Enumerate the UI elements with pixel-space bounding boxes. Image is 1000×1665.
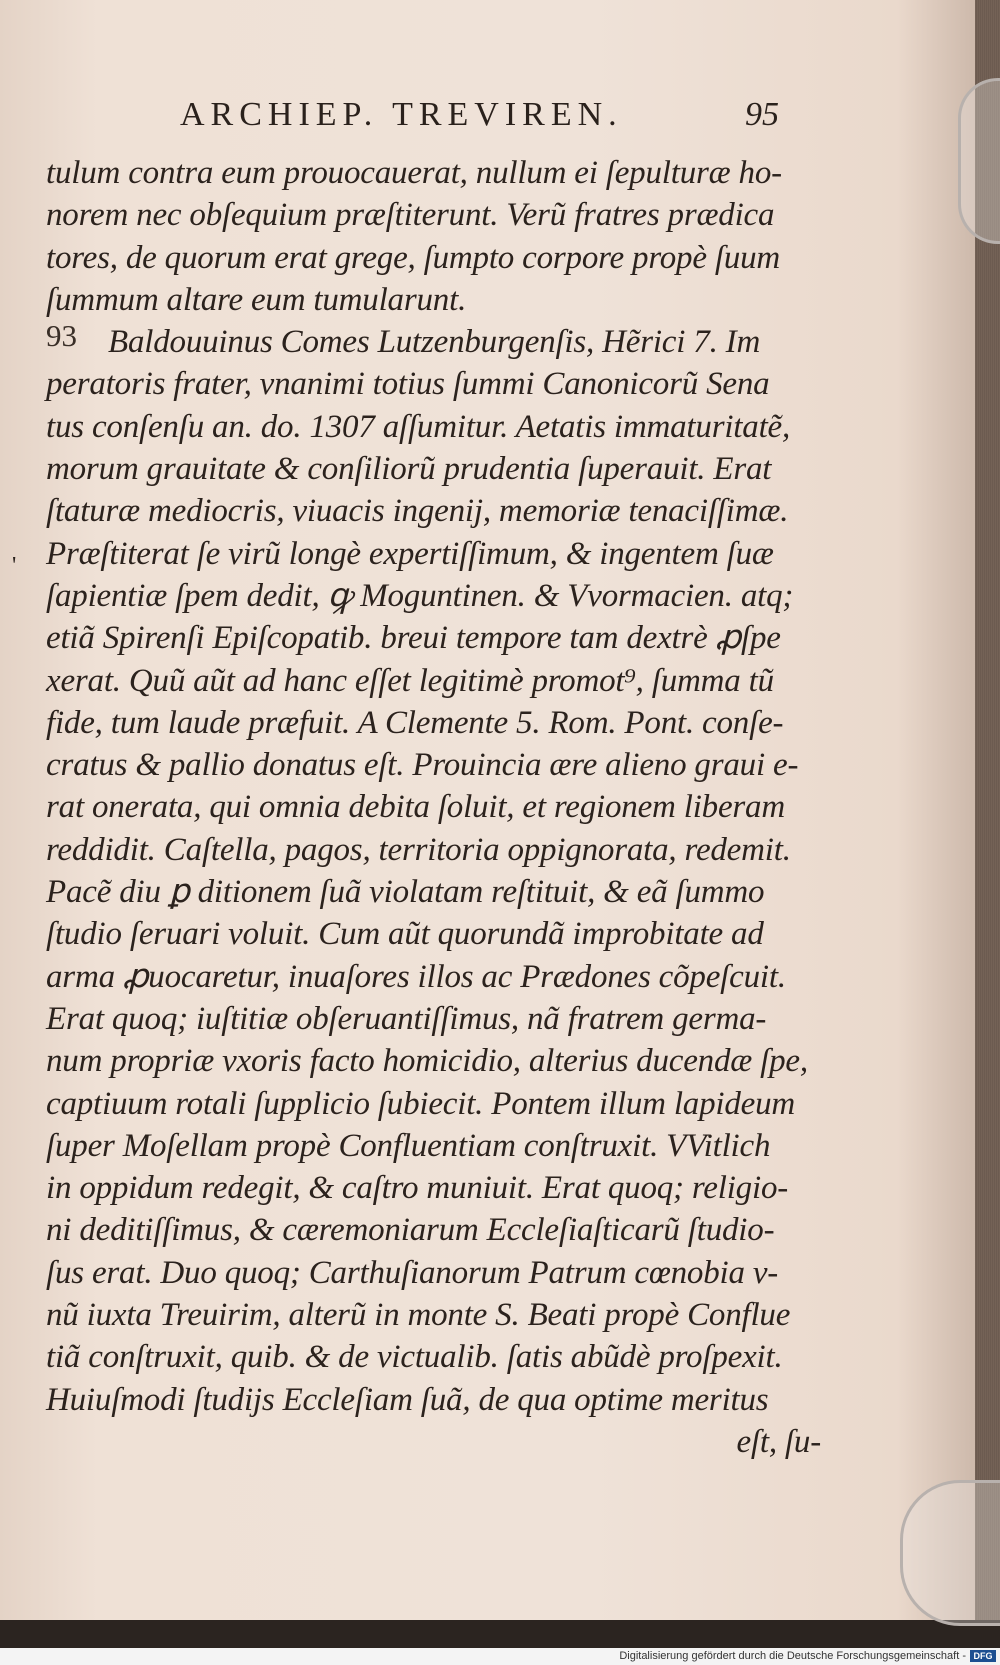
text-line: ſtudio ſeruari voluit. Cum aũt quorundã improbitate ad: [46, 916, 764, 953]
text-line: etiã Spirenſi Epiſcopatib. breui tempore tam dextrè ꝓſpe: [46, 620, 781, 657]
text-line: Præſtiterat ſe virũ longè expertiſſimum, & ingentem ſuæ: [46, 535, 774, 572]
text-line: rat onerata, qui omnia debita ſoluit, et regionem liberam: [46, 789, 785, 826]
text-line: Erat quoq; iuſtitiæ obſeruantiſſimus, nã fratrem germa-: [46, 1000, 767, 1037]
text-line: peratoris frater, vnanimi totius ſummi Canonicorũ Sena: [46, 366, 770, 403]
text-line: captiuum rotali ſupplicio ſubiecit. Pontem illum lapideum: [46, 1085, 796, 1122]
footer-credit: Digitalisierung gefördert durch die Deutsche Forschungsgemeinschaft -: [619, 1650, 966, 1662]
dfg-logo-icon: DFG: [970, 1650, 996, 1662]
text-line: cratus & pallio donatus eſt. Prouincia ære alieno graui e-: [46, 747, 799, 784]
text-line: tores, de quorum erat grege, ſumpto corpore propè ſuum: [46, 239, 781, 276]
text-line: ſapientiæ ſpem dedit, ꝙ Moguntinen. & Vvormacien. atq;: [46, 577, 794, 614]
text-line: tus conſenſu an. do. 1307 aſſumitur. Aetatis immaturitatẽ,: [46, 408, 791, 445]
text-line: arma ꝓuocaretur, inuaſores illos ac Prædones cõpeſcuit.: [46, 958, 786, 995]
text-line: Huiuſmodi ſtudijs Eccleſiam ſuã, de qua optime meritus: [46, 1381, 769, 1418]
running-header: [180, 96, 779, 134]
text-line: ſuper Moſellam propè Confluentiam conſtruxit. VVitlich: [46, 1127, 771, 1164]
page-header-title: ARCHIEP. TREVIREN.: [180, 96, 623, 133]
text-line: Baldouuinus Comes Lutzenburgenſis, Hẽrici 7. Im: [108, 324, 761, 361]
body-text: [46, 152, 831, 1463]
text-line: ſummum altare eum tumularunt.: [46, 281, 467, 318]
page-clip-bottom: [900, 1480, 1000, 1626]
text-line: ſtaturæ mediocris, viuacis ingenij, memoriæ tenaciſſimæ.: [46, 493, 789, 530]
margin-number: 93: [46, 318, 77, 353]
text-line: fide, tum laude præfuit. A Clemente 5. Rom. Pont. conſe-: [46, 704, 784, 741]
digitization-footer: [0, 1648, 1000, 1665]
text-line: ni deditiſſimus, & cæremoniarum Eccleſiaſticarũ ſtudio-: [46, 1212, 775, 1249]
text-line: norem nec obſequium præſtiterunt. Verũ fratres prædica: [46, 197, 775, 234]
text-line: num propriæ vxoris facto homicidio, alterius ducendæ ſpe,: [46, 1043, 808, 1080]
text-line: tiã conſtruxit, quib. & de victualib. ſatis abũdè proſpexit.: [46, 1339, 783, 1376]
text-line: xerat. Quũ aũt ad hanc eſſet legitimè promot⁹, ſumma tũ: [46, 662, 774, 699]
text-line: nũ iuxta Treuirim, alterũ in monte S. Beati propè Conflue: [46, 1297, 791, 1334]
page-clip-top: [958, 78, 1000, 244]
text-line: tulum contra eum prouocauerat, nullum ei ſepulturæ ho-: [46, 155, 782, 191]
text-line: morum grauitate & conſiliorũ prudentia ſuperauit. Erat: [46, 451, 772, 488]
page-number: 95: [745, 96, 779, 133]
text-line: reddidit. Caſtella, pagos, territoria oppignorata, redemit.: [46, 831, 791, 868]
text-line: in oppidum redegit, & caſtro muniuit. Erat quoq; religio-: [46, 1170, 789, 1207]
text-line: eſt, ſu-: [736, 1423, 821, 1460]
text-line: ſus erat. Duo quoq; Carthuſianorum Patrum cœnobia v-: [46, 1254, 779, 1291]
stray-mark: ': [12, 553, 17, 579]
text-line: Pacẽ diu ꝑ ditionem ſuã violatam reſtituit, & eã ſummo: [46, 874, 765, 911]
